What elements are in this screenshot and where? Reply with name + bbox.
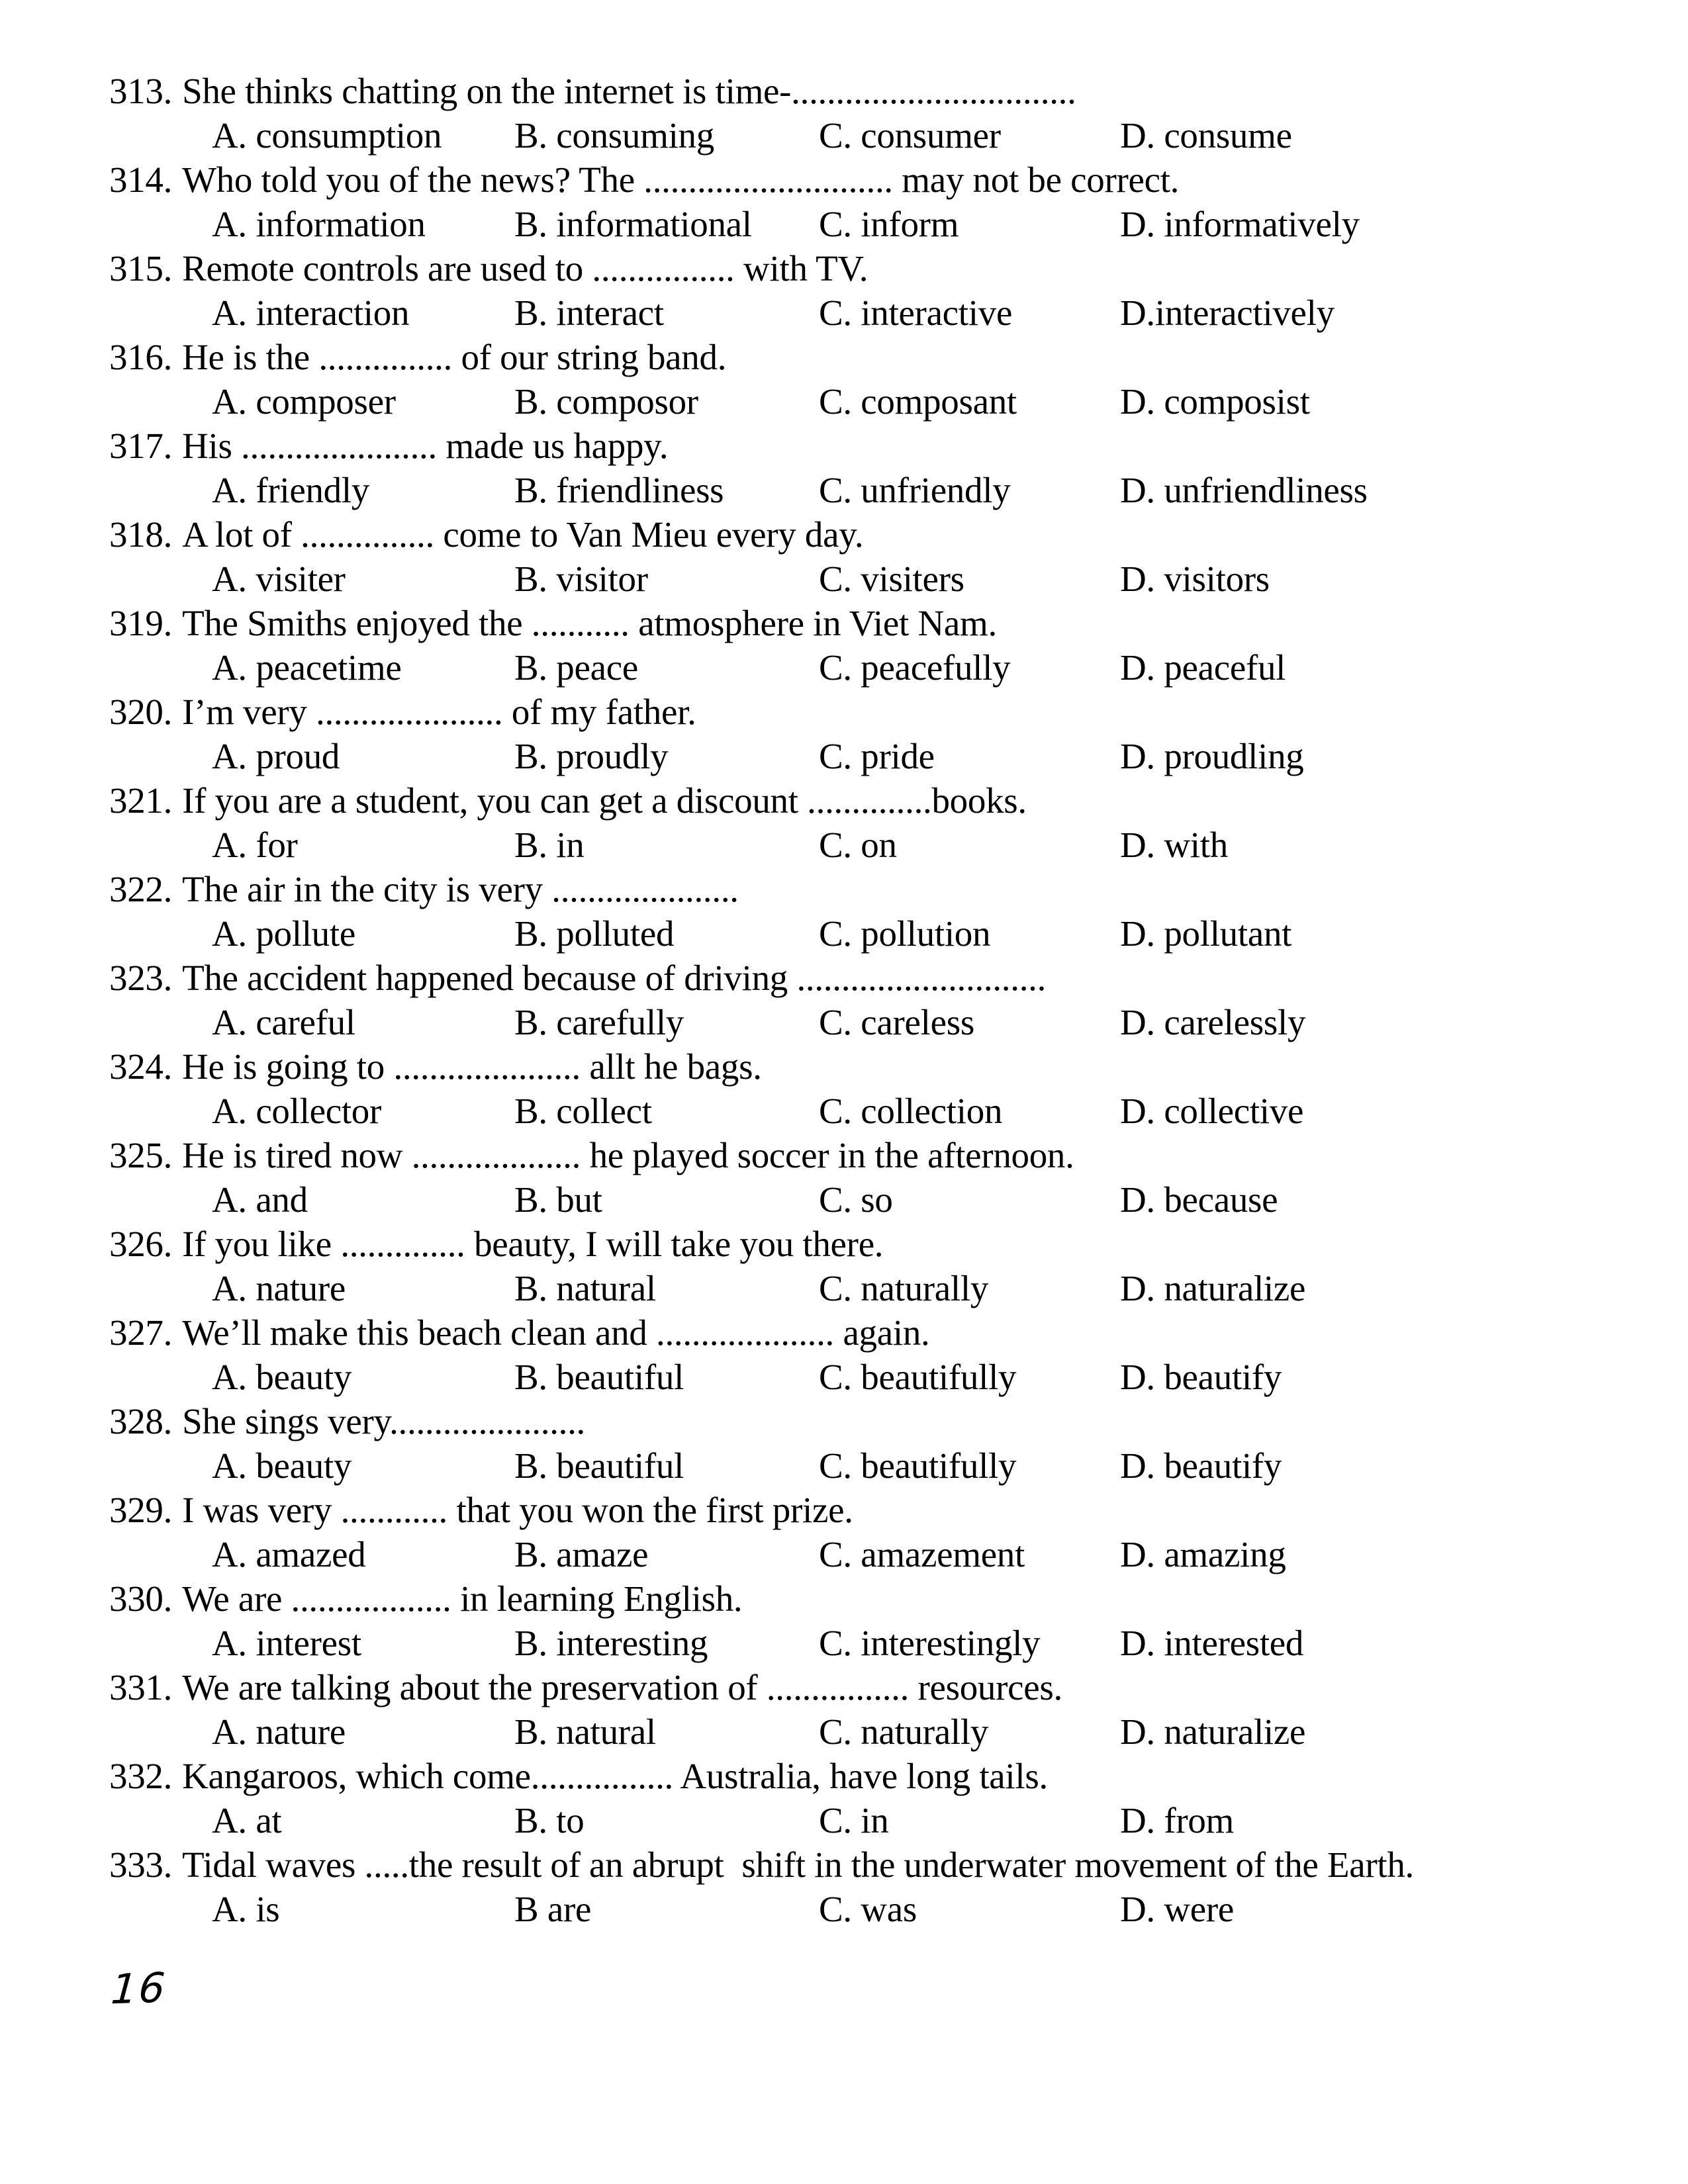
option-b: B. consuming <box>514 115 714 156</box>
question-block <box>0 1399 1688 1488</box>
options-line <box>0 291 1688 335</box>
question-block <box>0 690 1688 778</box>
question-line <box>0 690 1688 734</box>
option-c: C. inform <box>819 204 959 244</box>
question-text: He is tired now ................... he played soccer in the afternoon. <box>182 1135 1074 1175</box>
option-c: C. was <box>819 1889 917 1929</box>
question-number: 316. <box>109 337 173 377</box>
option-c: C. naturally <box>819 1268 989 1308</box>
question-text: His ...................... made us happy. <box>182 426 669 466</box>
question-line <box>0 956 1688 1000</box>
question-text: I’m very ..................... of my father. <box>182 692 696 732</box>
question-text: We are .................. in learning English. <box>182 1578 743 1619</box>
question-block <box>0 1576 1688 1665</box>
option-a: A. nature <box>212 1268 346 1308</box>
option-b: B. composor <box>514 381 698 422</box>
option-a: A. at <box>212 1800 282 1841</box>
options-line <box>0 1709 1688 1754</box>
question-block <box>0 69 1688 158</box>
option-d: D. collective <box>1120 1091 1304 1131</box>
option-d: D. interested <box>1120 1623 1304 1663</box>
question-number: 329. <box>109 1490 173 1530</box>
options-line <box>0 1887 1688 1931</box>
option-a: A. friendly <box>212 470 370 510</box>
option-c: C. amazement <box>819 1534 1025 1574</box>
question-line <box>0 246 1688 291</box>
question-text: He is going to ..................... allt he bags. <box>182 1046 762 1087</box>
question-block <box>0 778 1688 867</box>
question-line <box>0 158 1688 202</box>
question-block <box>0 1044 1688 1133</box>
option-c: C. pride <box>819 736 935 776</box>
option-a: A. pollute <box>212 913 355 954</box>
option-b: B. natural <box>514 1268 656 1308</box>
question-block <box>0 1754 1688 1843</box>
options-line <box>0 645 1688 690</box>
question-line <box>0 1133 1688 1177</box>
option-c: C. careless <box>819 1002 974 1042</box>
question-number: 322. <box>109 869 173 909</box>
question-line <box>0 1843 1688 1887</box>
option-c: C. so <box>819 1179 893 1220</box>
option-a: A. beauty <box>212 1445 352 1486</box>
options-line <box>0 1177 1688 1222</box>
options-line <box>0 911 1688 956</box>
option-a: A. collector <box>212 1091 382 1131</box>
question-line <box>0 69 1688 113</box>
option-b: B. interesting <box>514 1623 708 1663</box>
option-b: B. natural <box>514 1711 656 1752</box>
option-d: D. consume <box>1120 115 1292 156</box>
question-line <box>0 1222 1688 1266</box>
option-d: D. naturalize <box>1120 1711 1306 1752</box>
option-c: C. beautifully <box>819 1357 1017 1397</box>
question-block <box>0 601 1688 690</box>
option-d: D. because <box>1120 1179 1278 1220</box>
question-text: I was very ............ that you won the first prize. <box>182 1490 853 1530</box>
option-d: D. with <box>1120 825 1228 865</box>
option-b: B. informational <box>514 204 752 244</box>
question-text: A lot of ............... come to Van Mieu every day. <box>182 514 864 555</box>
option-a: A. peacetime <box>212 647 402 688</box>
option-b: B. to <box>514 1800 585 1841</box>
question-block <box>0 956 1688 1044</box>
option-b: B. friendliness <box>514 470 724 510</box>
options-line <box>0 113 1688 158</box>
options-line <box>0 202 1688 246</box>
question-number: 324. <box>109 1046 173 1087</box>
option-a: A. composer <box>212 381 396 422</box>
option-b: B. carefully <box>514 1002 684 1042</box>
question-text: The Smiths enjoyed the ........... atmosphere in Viet Nam. <box>182 603 997 643</box>
question-line <box>0 1488 1688 1532</box>
question-line <box>0 867 1688 911</box>
option-b: B. collect <box>514 1091 652 1131</box>
question-text: If you are a student, you can get a discount ..............books. <box>182 780 1027 821</box>
option-b: B. visitor <box>514 559 648 599</box>
option-d: D. from <box>1120 1800 1235 1841</box>
option-c: C. pollution <box>819 913 991 954</box>
question-block <box>0 1310 1688 1399</box>
question-block <box>0 867 1688 956</box>
page-number: 16 <box>109 1963 168 2014</box>
question-number: 320. <box>109 692 173 732</box>
question-text: Remote controls are used to ................ with TV. <box>182 248 868 289</box>
question-number: 326. <box>109 1224 173 1264</box>
option-b: B. amaze <box>514 1534 649 1574</box>
option-a: A. beauty <box>212 1357 352 1397</box>
question-block <box>0 1222 1688 1310</box>
options-line <box>0 1089 1688 1133</box>
options-line <box>0 1000 1688 1044</box>
options-line <box>0 1355 1688 1399</box>
question-block <box>0 1133 1688 1222</box>
options-line <box>0 557 1688 601</box>
question-line <box>0 1310 1688 1355</box>
question-text: Kangaroos, which come................ Australia, have long tails. <box>182 1756 1048 1796</box>
option-b: B. proudly <box>514 736 669 776</box>
question-list <box>0 69 1688 1931</box>
option-b: B are <box>514 1889 592 1929</box>
question-text: The accident happened because of driving ............................ <box>182 958 1047 998</box>
question-number: 327. <box>109 1312 173 1353</box>
option-d: D. amazing <box>1120 1534 1286 1574</box>
option-c: C. beautifully <box>819 1445 1017 1486</box>
question-line <box>0 778 1688 823</box>
option-a: A. amazed <box>212 1534 366 1574</box>
option-d: D. naturalize <box>1120 1268 1306 1308</box>
question-number: 314. <box>109 159 173 200</box>
option-d: D. proudling <box>1120 736 1304 776</box>
option-c: C. in <box>819 1800 889 1841</box>
question-text: We are talking about the preservation of ................ resources. <box>182 1667 1062 1707</box>
option-a: A. visiter <box>212 559 346 599</box>
option-b: B. beautiful <box>514 1357 684 1397</box>
option-b: B. polluted <box>514 913 675 954</box>
question-block <box>0 1488 1688 1576</box>
options-line <box>0 379 1688 424</box>
question-number: 318. <box>109 514 173 555</box>
question-number: 332. <box>109 1756 173 1796</box>
option-d: D. beautify <box>1120 1445 1282 1486</box>
option-d: D. informatively <box>1120 204 1360 244</box>
question-number: 328. <box>109 1401 173 1441</box>
question-number: 317. <box>109 426 173 466</box>
question-text: Who told you of the news? The ............................ may not be correct. <box>182 159 1180 200</box>
question-number: 325. <box>109 1135 173 1175</box>
question-line <box>0 1576 1688 1621</box>
question-text: He is the ............... of our string band. <box>182 337 727 377</box>
question-text: She sings very...................... <box>182 1401 586 1441</box>
options-line <box>0 1532 1688 1576</box>
option-b: B. but <box>514 1179 602 1220</box>
options-line <box>0 468 1688 512</box>
option-d: D.interactively <box>1120 293 1335 333</box>
question-text: She thinks chatting on the internet is time-................................ <box>182 71 1076 111</box>
options-line <box>0 1266 1688 1310</box>
question-line <box>0 335 1688 379</box>
option-b: B. peace <box>514 647 638 688</box>
option-d: D. pollutant <box>1120 913 1292 954</box>
question-number: 321. <box>109 780 173 821</box>
question-line <box>0 1754 1688 1798</box>
question-line <box>0 601 1688 645</box>
option-c: C. on <box>819 825 897 865</box>
question-number: 330. <box>109 1578 173 1619</box>
question-block <box>0 246 1688 335</box>
question-number: 331. <box>109 1667 173 1707</box>
options-line <box>0 1443 1688 1488</box>
options-line <box>0 823 1688 867</box>
option-a: A. is <box>212 1889 280 1929</box>
question-line <box>0 1399 1688 1443</box>
option-b: B. interact <box>514 293 664 333</box>
question-line <box>0 1044 1688 1089</box>
question-number: 313. <box>109 71 173 111</box>
option-d: D. beautify <box>1120 1357 1282 1397</box>
options-line <box>0 734 1688 778</box>
question-block <box>0 424 1688 512</box>
option-a: A. interest <box>212 1623 361 1663</box>
option-a: A. proud <box>212 736 340 776</box>
option-c: C. collection <box>819 1091 1003 1131</box>
option-a: A. information <box>212 204 426 244</box>
question-line <box>0 424 1688 468</box>
option-d: D. visitors <box>1120 559 1270 599</box>
option-c: C. composant <box>819 381 1017 422</box>
option-c: C. peacefully <box>819 647 1011 688</box>
option-c: C. interestingly <box>819 1623 1041 1663</box>
option-a: A. careful <box>212 1002 355 1042</box>
option-c: C. unfriendly <box>819 470 1011 510</box>
option-a: A. consumption <box>212 115 442 156</box>
question-text: If you like .............. beauty, I will take you there. <box>182 1224 884 1264</box>
question-line <box>0 1665 1688 1709</box>
option-d: D. unfriendliness <box>1120 470 1368 510</box>
option-a: A. and <box>212 1179 308 1220</box>
option-a: A. interaction <box>212 293 410 333</box>
option-d: D. were <box>1120 1889 1234 1929</box>
option-a: A. nature <box>212 1711 346 1752</box>
option-c: C. consumer <box>819 115 1001 156</box>
question-block <box>0 1665 1688 1754</box>
question-line <box>0 512 1688 557</box>
option-c: C. visiters <box>819 559 964 599</box>
question-text: We’ll make this beach clean and .................... again. <box>182 1312 930 1353</box>
question-block <box>0 158 1688 246</box>
question-number: 319. <box>109 603 173 643</box>
question-number: 315. <box>109 248 173 289</box>
question-number: 333. <box>109 1844 173 1885</box>
question-block <box>0 512 1688 601</box>
option-c: C. naturally <box>819 1711 989 1752</box>
question-block <box>0 335 1688 424</box>
question-block <box>0 1843 1688 1931</box>
question-text: Tidal waves .....the result of an abrupt shift in the underwater movement of the Earth. <box>182 1844 1415 1885</box>
option-c: C. interactive <box>819 293 1013 333</box>
question-number: 323. <box>109 958 173 998</box>
option-a: A. for <box>212 825 298 865</box>
option-d: D. peaceful <box>1120 647 1286 688</box>
options-line <box>0 1798 1688 1843</box>
option-b: B. beautiful <box>514 1445 684 1486</box>
option-b: B. in <box>514 825 585 865</box>
option-d: D. carelessly <box>1120 1002 1306 1042</box>
options-line <box>0 1621 1688 1665</box>
option-d: D. composist <box>1120 381 1310 422</box>
question-text: The air in the city is very ..................... <box>182 869 739 909</box>
